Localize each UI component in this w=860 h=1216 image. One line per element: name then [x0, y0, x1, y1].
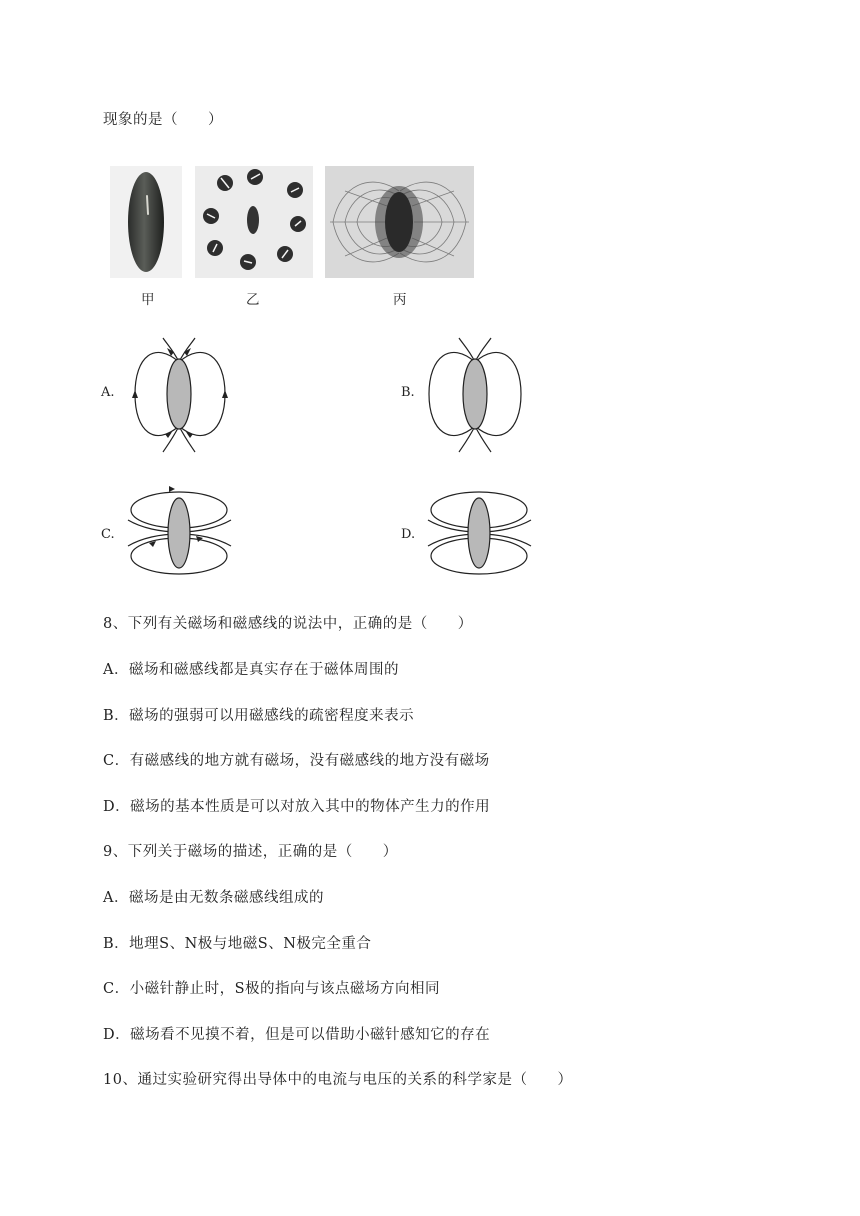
option-d-label: D. [401, 527, 416, 542]
diagram-option-b [425, 336, 535, 454]
option-b-label: B. [401, 385, 415, 400]
question-10-stem: 10、通过实验研究得出导体中的电流与电压的关系的科学家是（ ） [103, 1072, 573, 1088]
diagram-option-c [125, 484, 235, 582]
diagram-option-a [125, 336, 235, 454]
question-9-option-d: D．磁场看不见摸不着，但是可以借助小磁针感知它的存在 [103, 1027, 491, 1043]
diagram-option-d [425, 484, 535, 582]
caption-yi: 乙 [246, 292, 260, 308]
question-8-option-a: A．磁场和磁感线都是真实存在于磁体周围的 [103, 662, 399, 678]
option-c-label: C. [101, 527, 115, 542]
option-a-label: A. [101, 385, 115, 400]
question-7-stem-tail: 现象的是（ ） [103, 112, 223, 128]
question-9-stem: 9、下列关于磁场的描述，正确的是（ ） [103, 844, 398, 860]
photo-yi-compasses [195, 166, 313, 278]
photo-jia-magnet [110, 166, 182, 278]
question-8-option-d: D．磁场的基本性质是可以对放入其中的物体产生力的作用 [103, 799, 491, 815]
caption-jia: 甲 [141, 292, 155, 308]
question-8-option-c: C．有磁感线的地方就有磁场，没有磁感线的地方没有磁场 [103, 753, 490, 769]
photo-bing-iron-filings [325, 166, 474, 278]
question-8-option-b: B．磁场的强弱可以用磁感线的疏密程度来表示 [103, 708, 415, 724]
question-9-option-b: B．地理S、N极与地磁S、N极完全重合 [103, 936, 372, 952]
caption-bing: 丙 [393, 292, 407, 308]
question-9-option-a: A．磁场是由无数条磁感线组成的 [103, 890, 324, 906]
question-8-stem: 8、下列有关磁场和磁感线的说法中，正确的是（ ） [103, 616, 473, 632]
question-9-option-c: C．小磁针静止时，S极的指向与该点磁场方向相同 [103, 981, 441, 997]
